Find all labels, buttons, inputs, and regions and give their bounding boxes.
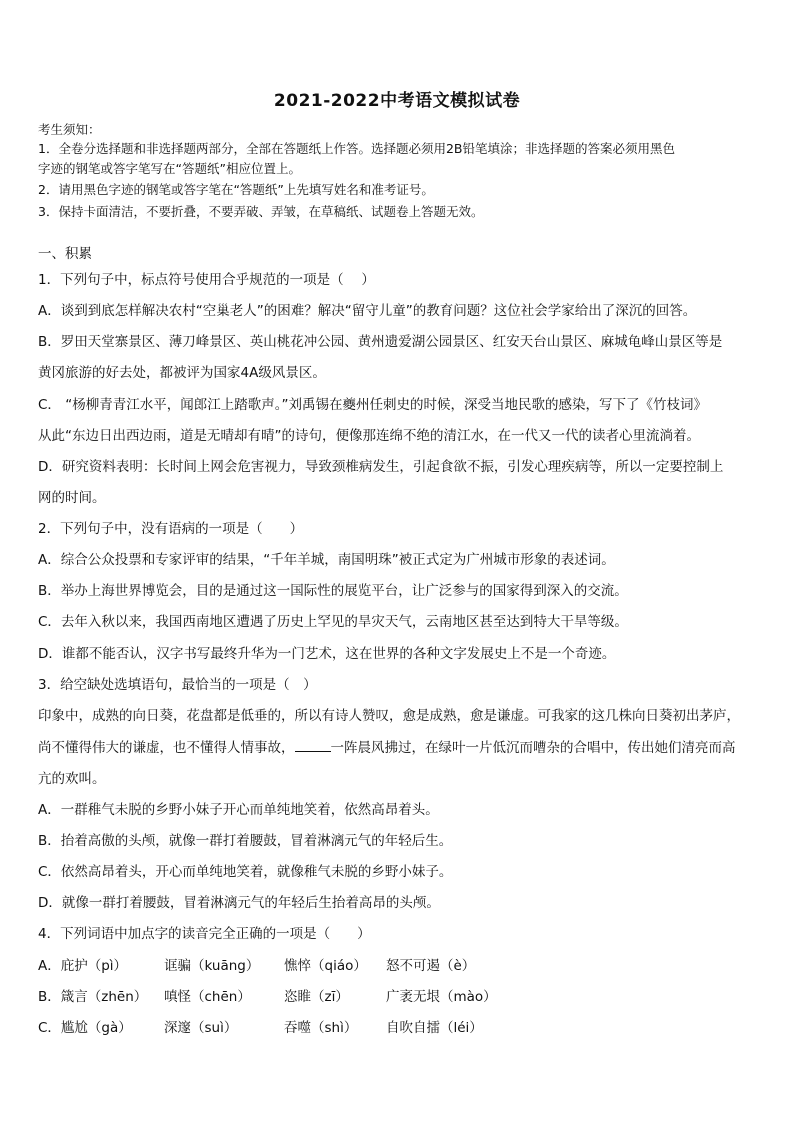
section-heading: 一、积累 xyxy=(38,246,92,262)
q3-passage-after-blank: 一阵晨风拂过，在绿叶一片低沉而嘈杂的合唱中，传出她们清亮而高 xyxy=(330,740,736,756)
q2-option-b: B．举办上海世界博览会，目的是通过这一国际性的展览平台，让广泛参与的国家得到深入的交流。 xyxy=(38,583,628,599)
q4-option-a xyxy=(38,957,760,975)
q4-option-b xyxy=(38,988,760,1006)
q1-option-a: A．谈到到底怎样解决农村“空巢老人”的困难？解决“留守儿童”的教育问题？这位社会学家给出了深沉的回答。 xyxy=(38,303,697,319)
q4-b-word-2: 嗔怪（chēn） xyxy=(164,989,251,1005)
exam-title: 2021-2022中考语文模拟试卷 xyxy=(273,91,521,111)
q4-a-word-2: 诓骗（kuāng） xyxy=(164,958,260,974)
notice-heading: 考生须知： xyxy=(38,122,101,137)
q3-passage-before-blank: 尚不懂得伟大的谦虚，也不懂得人情事故， xyxy=(38,740,295,756)
q4-b-word-4: 广袤无垠（mào） xyxy=(386,989,497,1005)
q2-option-c: C．去年入秋以来，我国西南地区遭遇了历史上罕见的旱灾天气，云南地区甚至达到特大干旱等级。 xyxy=(38,614,628,630)
q1-option-d: D．研究资料表明：长时间上网会危害视力，导致颈椎病发生，引起食欲不振，引发心理疾病等，所以一定要控制上 xyxy=(38,459,724,475)
q4-a-word-1: A．庇护（pì） xyxy=(38,958,128,974)
q4-c-word-4: 自吹自擂（léi） xyxy=(386,1020,483,1036)
q4-c-word-3: 吞噬（shì） xyxy=(284,1020,358,1036)
q1-option-c: C． “杨柳青青江水平，闻郎江上踏歌声。”刘禹锡在夔州任刺史的时候，深受当地民歌的感染，写下了《竹枝词》 xyxy=(38,397,707,413)
notice-item-2: 2．请用黑色字迹的钢笔或答字笔在“答题纸”上先填写姓名和准考证号。 xyxy=(38,182,434,197)
q1-option-c-cont: 从此“东边日出西边雨，道是无晴却有晴”的诗句，便像那连绵不绝的清江水，在一代又一代的读者心里流淌着。 xyxy=(38,428,700,444)
q3-option-a: A．一群稚气未脱的乡野小妹子开心而单纯地笑着，依然高昂着头。 xyxy=(38,802,439,818)
q4-b-word-3: 恣睢（zī） xyxy=(284,989,349,1005)
q3-passage-end: 亢的欢叫。 xyxy=(38,771,106,787)
q3-stem: 3．给空缺处选填语句，最恰当的一项是（ ） xyxy=(38,677,317,693)
q2-option-a: A．综合公众投票和专家评审的结果，“千年羊城，南国明珠”被正式定为广州城市形象的表述词。 xyxy=(38,552,615,568)
answer-blank xyxy=(295,739,331,752)
q4-c-word-1: C．尴尬（gà） xyxy=(38,1020,132,1036)
q2-stem: 2．下列句子中，没有语病的一项是（ ） xyxy=(38,521,304,537)
q3-option-b: B．抬着高傲的头颅，就像一群打着腰鼓，冒着淋漓元气的年轻后生。 xyxy=(38,833,453,849)
q4-b-word-1: B．箴言（zhēn） xyxy=(38,989,148,1005)
q3-passage-cont xyxy=(38,739,760,757)
q3-option-c: C．依然高昂着头，开心而单纯地笑着，就像稚气未脱的乡野小妹子。 xyxy=(38,864,453,880)
q3-option-d: D．就像一群打着腰鼓，冒着淋漓元气的年轻后生抬着高昂的头颅。 xyxy=(38,895,440,911)
q3-passage: 印象中，成熟的向日葵，花盘都是低垂的，所以有诗人赞叹，愈是成熟，愈是谦虚。可我家的这几株向日葵初出茅庐， xyxy=(38,708,740,724)
notice-item-1-cont: 字迹的钢笔或答字笔写在“答题纸”相应位置上。 xyxy=(38,161,301,176)
q2-option-d: D．谁都不能否认，汉字书写最终升华为一门艺术，这在世界的各种文字发展史上不是一个奇迹。 xyxy=(38,646,616,662)
q4-option-c xyxy=(38,1019,760,1037)
q1-stem: 1．下列句子中，标点符号使用合乎规范的一项是（ ） xyxy=(38,272,375,288)
q4-stem: 4．下列词语中加点字的读音完全正确的一项是（ ） xyxy=(38,926,371,942)
q1-option-b: B．罗田天堂寨景区、薄刀峰景区、英山桃花冲公园、黄州遗爱湖公园景区、红安天台山景区、麻城龟峰山景区等是 xyxy=(38,334,723,350)
notice-item-3: 3．保持卡面清洁，不要折叠，不要弄破、弄皱，在草稿纸、试题卷上答题无效。 xyxy=(38,204,484,219)
q1-option-d-cont: 网的时间。 xyxy=(38,490,106,506)
notice-item-1: 1．全卷分选择题和非选择题两部分，全部在答题纸上作答。选择题必须用2B铅笔填涂；非选择题的答案必须用黑色 xyxy=(38,141,675,156)
q1-option-b-cont: 黄冈旅游的好去处，都被评为国家4A级风景区。 xyxy=(38,365,326,381)
q4-a-word-4: 怒不可遏（è） xyxy=(386,958,476,974)
q4-a-word-3: 憔悴（qiáo） xyxy=(284,958,367,974)
q4-c-word-2: 深邃（suì） xyxy=(164,1020,238,1036)
